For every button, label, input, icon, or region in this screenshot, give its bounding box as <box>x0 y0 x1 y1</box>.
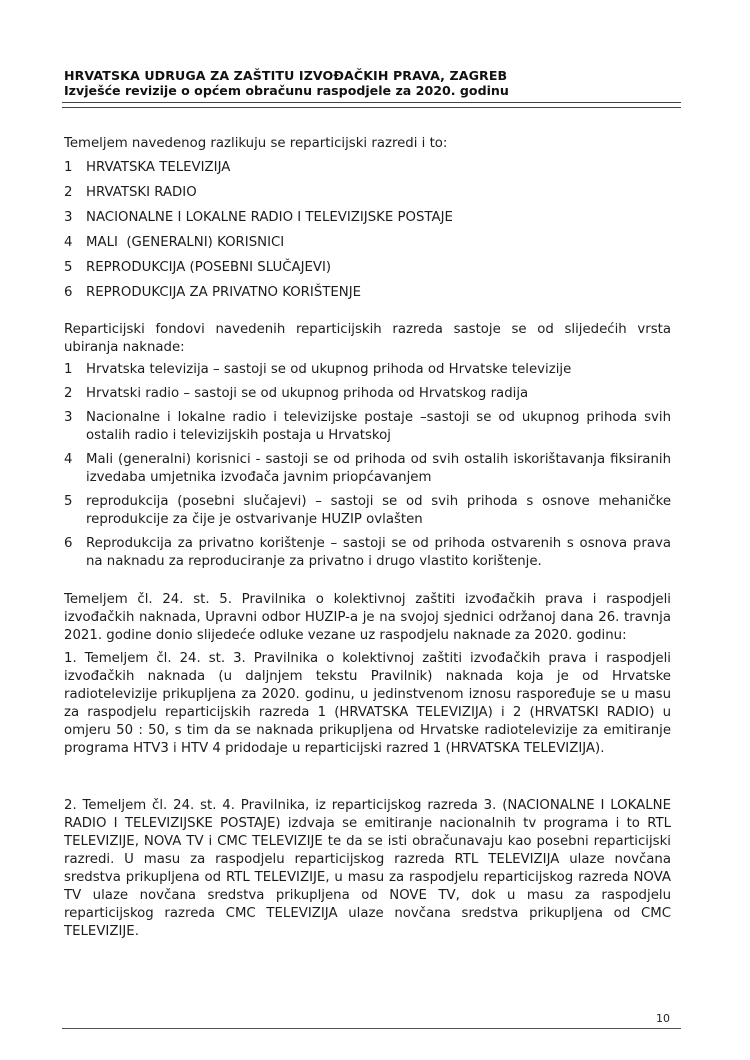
list-item-number: 3 <box>64 210 73 225</box>
funds-intro: Reparticijski fondovi navedenih reparticijskih razreda sastoje se od slijedećih vrsta ubiranja naknade: <box>64 322 671 355</box>
list-item-number: 6 <box>64 536 73 551</box>
list-item-text: reprodukcija (posebni slučajevi) – sastoji se od svih prihoda s osnove mehaničke reprodukcije za čije je ostvarivanje HUZIP ovlašten <box>86 494 671 527</box>
list-item-text: HRVATSKI RADIO <box>86 185 197 200</box>
list-item-text: MALI (GENERALNI) KORISNICI <box>86 235 285 250</box>
list-item-number: 5 <box>64 260 73 275</box>
list-item-number: 1 <box>64 160 73 175</box>
list-item <box>64 209 671 227</box>
list-item-text: Hrvatski radio – sastoji se od ukupnog prihoda od Hrvatskog radija <box>86 386 529 401</box>
list-item-text: Mali (generalni) korisnici - sastoji se od prihoda od svih ostalih iskorištavanja fiksiranih izvedaba umjetnika izvođača javnim priopćavanjem <box>86 452 671 485</box>
header-rule-bottom <box>62 107 681 108</box>
page-number: 10 <box>656 1012 670 1025</box>
decisions-paragraph: Temeljem čl. 24. st. 5. Pravilnika o kolektivnoj zaštiti izvođačkih prava i raspodjeli izvođačkih naknada, Upravni odbor HUZIP-a je na svojoj sjednici održanoj dana 26. travnja 2021. godine donio slijedeće odluke vezane uz raspodjelu naknade za 2020. godinu: <box>64 592 671 643</box>
decision-1-paragraph: 1. Temeljem čl. 24. st. 3. Pravilnika o kolektivnoj zaštiti izvođačkih prava i raspodjeli izvođačkih naknada (u daljnjem tekstu Pravilnik) naknada koja je od Hrvatske radiotelevizije prikupljena za 2020. godinu, u jedinstvenom iznosu raspoređuje se u masu za raspodjelu reparticijskih razreda 1 (HRVATSKA TELEVIZIJA) i 2 (HRVATSKI RADIO) u omjeru 50 : 50, s tim da se naknada prikupljena od Hrvatske radiotelevizije za emitiranje programa HTV3 i HTV 4 pridodaje u reparticijski razred 1 (HRVATSKA TELEVIZIJA). <box>64 651 671 756</box>
list-item <box>64 159 671 177</box>
list-item-number: 3 <box>64 410 73 425</box>
list-item <box>64 361 671 379</box>
header-rule-top <box>62 102 681 103</box>
list-item-number: 4 <box>64 452 73 467</box>
list-item <box>64 535 671 571</box>
page-header <box>64 68 684 98</box>
list-item <box>64 385 671 403</box>
classes-intro: Temeljem navedenog razlikuju se reparticijski razredi i to: <box>64 136 448 151</box>
list-item <box>64 493 671 529</box>
document-body <box>64 135 671 941</box>
fund-list <box>64 361 671 571</box>
class-list <box>64 159 671 302</box>
list-item-text: HRVATSKA TELEVIZIJA <box>86 160 231 175</box>
list-item <box>64 259 671 277</box>
list-item-text: Nacionalne i lokalne radio i televizijske postaje –sastoji se od ukupnog prihoda svih ostalih radio i televizijskih postaja u Hrvatskoj <box>86 410 671 443</box>
list-item-number: 1 <box>64 362 73 377</box>
list-item <box>64 234 671 252</box>
list-item <box>64 451 671 487</box>
list-item <box>64 184 671 202</box>
list-item-text: Reprodukcija za privatno korištenje – sastoji se od prihoda ostvarenih s osnova prava na naknadu za reproduciranje za privatno i drugo vlastito korištenje. <box>86 536 671 569</box>
list-item-number: 6 <box>64 285 73 300</box>
decision-2-paragraph: 2. Temeljem čl. 24. st. 4. Pravilnika, iz reparticijskog razreda 3. (NACIONALNE I LOKALNE RADIO I TELEVIZIJSKE POSTAJE) izdvaja se emitiranje nacionalnih tv programa i to RTL TELEVIZIJE, NOVA TV i CMC TELEVIZIJE te da se isti obračunavaju kao posebni reparticijski razredi. U masu za raspodjelu reparticijskog razreda RTL TELEVIZIJA ulaze novčana sredstva prikupljena od RTL TELEVIZIJE, u masu za raspodjelu reparticijskog razreda NOVA TV ulaze novčana sredstva prikupljena od NOVE TV, dok u masu za raspodjelu reparticijskog razreda CMC TELEVIZIJA ulaze novčana sredstva prikupljena od CMC TELEVIZIJE. <box>64 798 671 939</box>
list-item <box>64 409 671 445</box>
list-item-number: 5 <box>64 494 73 509</box>
list-item-number: 4 <box>64 235 73 250</box>
list-item <box>64 284 671 302</box>
list-item-text: REPRODUKCIJA (POSEBNI SLUČAJEVI) <box>86 260 332 275</box>
list-item-number: 2 <box>64 386 73 401</box>
list-item-text: Hrvatska televizija – sastoji se od ukupnog prihoda od Hrvatske televizije <box>86 362 572 377</box>
organization-name: HRVATSKA UDRUGA ZA ZAŠTITU IZVOĐAČKIH PRAVA, ZAGREB <box>64 68 508 83</box>
footer-rule <box>62 1028 681 1029</box>
list-item-number: 2 <box>64 185 73 200</box>
report-title: Izvješće revizije o općem obračunu raspodjele za 2020. godinu <box>64 83 509 98</box>
list-item-text: REPRODUKCIJA ZA PRIVATNO KORIŠTENJE <box>86 285 362 300</box>
list-item-text: NACIONALNE I LOKALNE RADIO I TELEVIZIJSKE POSTAJE <box>86 210 453 225</box>
